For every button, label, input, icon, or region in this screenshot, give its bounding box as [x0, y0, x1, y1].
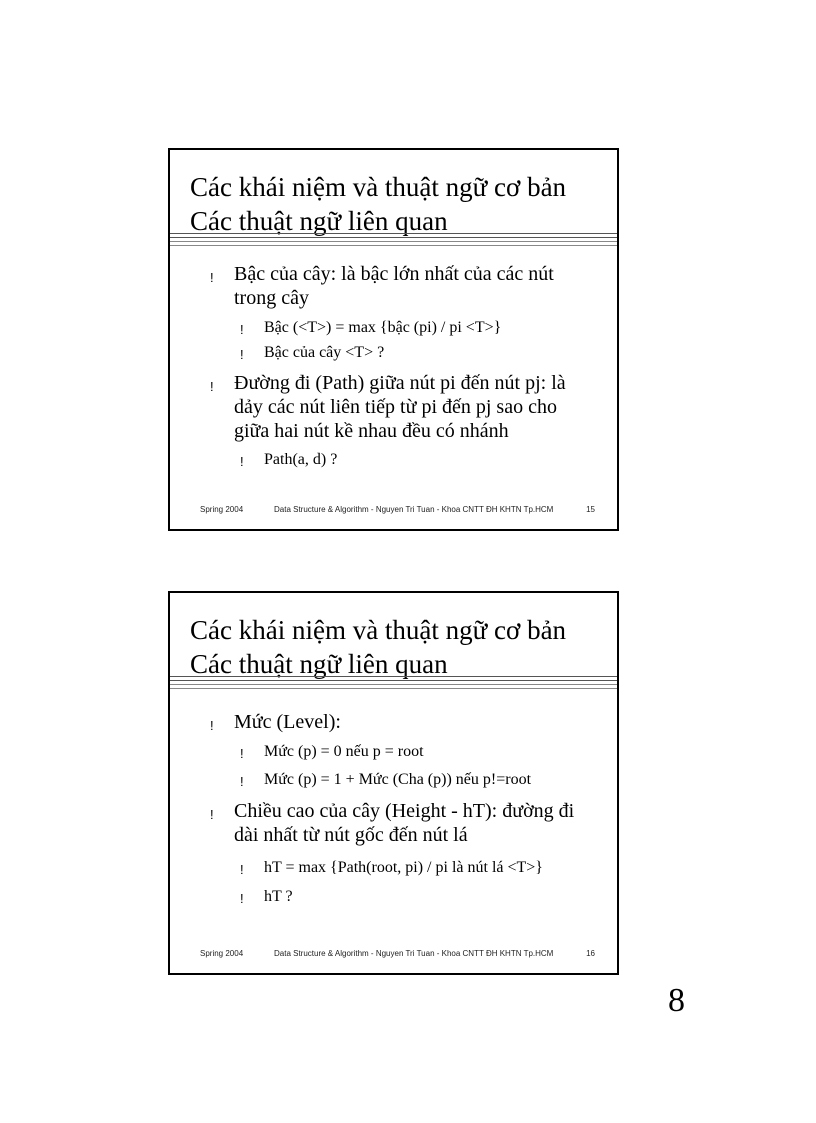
bullet-icon: ! [240, 347, 244, 362]
slide-title [190, 613, 566, 681]
footer-date: Spring 2004 [200, 505, 244, 514]
title-divider [170, 684, 617, 685]
bullet-item [210, 799, 574, 847]
page-number: 8 [668, 982, 685, 1019]
bullet-text: trong cây [234, 287, 309, 309]
sub-bullet-text: Mức (p) = 0 nếu p = root [264, 743, 424, 760]
footer-date: Spring 2004 [200, 949, 244, 958]
sub-bullet-text: hT ? [264, 888, 293, 905]
bullet-text: Chiều cao của cây (Height - hT): đường đi [234, 800, 575, 822]
bullet-icon: ! [210, 718, 214, 733]
slide-number: 15 [586, 505, 595, 514]
title-divider [170, 676, 617, 677]
slide-title-line2: Các thuật ngữ liên quan [190, 206, 448, 236]
bullet-text: dài nhất từ nút gốc đến nút lá [234, 824, 468, 846]
sub-bullet-item [240, 317, 501, 339]
slide-title-line1: Các khái niệm và thuật ngữ cơ bản [190, 172, 567, 202]
bullet-text: giữa hai nút kề nhau đều có nhánh [234, 420, 509, 442]
bullet-icon: ! [240, 891, 244, 906]
sub-bullet-item [240, 449, 337, 471]
bullet-item [210, 371, 566, 443]
bullet-icon: ! [210, 379, 214, 394]
bullet-icon: ! [210, 270, 214, 285]
bullet-icon: ! [240, 862, 244, 877]
slide-15 [168, 148, 619, 531]
sub-bullet-text: Path(a, d) ? [264, 451, 338, 468]
sub-bullet-item [240, 857, 543, 879]
title-divider [170, 680, 617, 681]
sub-bullet-text: Mức (p) = 1 + Mức (Cha (p)) nếu p!=root [264, 771, 532, 788]
bullet-text: dảy các nút liên tiếp từ pi đến pj sao cho [234, 396, 557, 418]
slide-title [190, 170, 566, 238]
slide-number: 16 [586, 949, 595, 958]
title-divider [170, 688, 617, 689]
sub-bullet-item [240, 342, 384, 364]
footer-credit: Data Structure & Algorithm - Nguyen Tri Tuan - Khoa CNTT ĐH KHTN Tp.HCM [274, 949, 554, 958]
sub-bullet-item [240, 741, 424, 763]
sub-bullet-item [240, 886, 293, 908]
bullet-text: Đường đi (Path) giữa nút pi đến nút pj: là [234, 372, 566, 394]
sub-bullet-text: hT = max {Path(root, pi) / pi là nút lá <T>} [264, 859, 543, 876]
bullet-item [210, 710, 341, 734]
sub-bullet-text: Bậc (<T>) = max {bậc (pi) / pi <T>} [264, 319, 502, 336]
bullet-icon: ! [240, 454, 244, 469]
bullet-item [210, 262, 554, 310]
bullet-icon: ! [240, 322, 244, 337]
footer-credit: Data Structure & Algorithm - Nguyen Tri Tuan - Khoa CNTT ĐH KHTN Tp.HCM [274, 505, 554, 514]
bullet-icon: ! [210, 807, 214, 822]
title-divider [170, 241, 617, 242]
bullet-icon: ! [240, 774, 244, 789]
slide-16 [168, 591, 619, 975]
slide-footer [200, 505, 595, 519]
title-divider [170, 245, 617, 246]
bullet-text: Bậc của cây: là bậc lớn nhất của các nút [234, 263, 554, 285]
sub-bullet-item [240, 769, 531, 791]
title-divider [170, 233, 617, 234]
sub-bullet-text: Bậc của cây <T> ? [264, 344, 385, 361]
bullet-icon: ! [240, 746, 244, 761]
slide-title-line1: Các khái niệm và thuật ngữ cơ bản [190, 615, 567, 645]
bullet-text: Mức (Level): [234, 711, 341, 733]
slide-footer [200, 949, 595, 963]
title-divider [170, 237, 617, 238]
slide-title-line2: Các thuật ngữ liên quan [190, 649, 448, 679]
